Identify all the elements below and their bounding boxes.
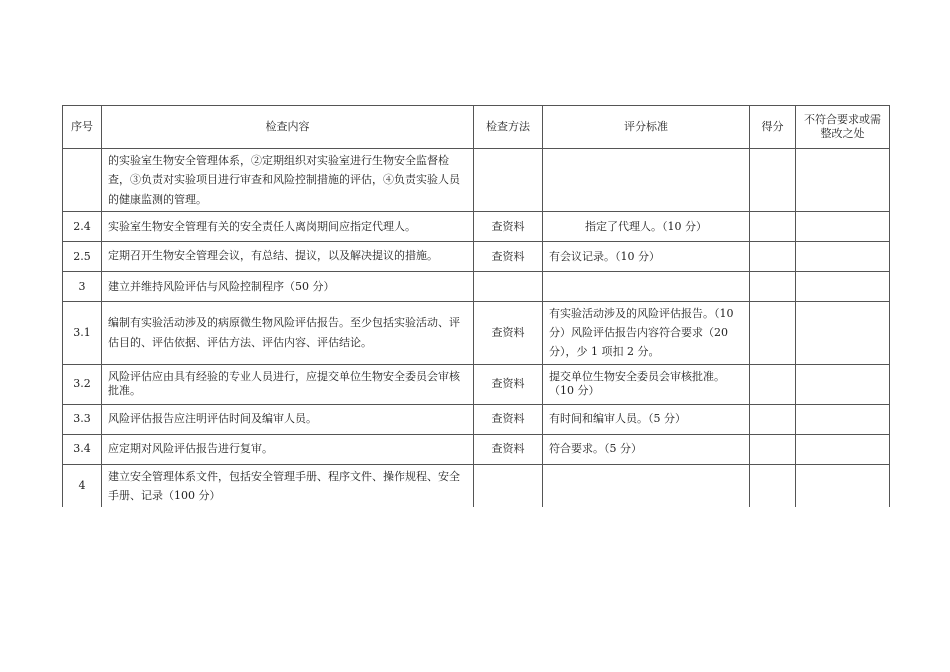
row-seq: [63, 149, 102, 212]
row-criteria: 提交单位生物安全委员会审核批准。（10 分）: [543, 364, 750, 404]
row-content: 应定期对风险评估报告进行复审。: [102, 434, 474, 464]
row-criteria: 有会议记录。（10 分）: [543, 241, 750, 271]
row-nonconform: [796, 241, 890, 271]
row-seq: 2.4: [63, 211, 102, 241]
row-score: [750, 241, 796, 271]
col-header-seq: 序号: [63, 106, 102, 149]
row-seq: 4: [63, 464, 102, 507]
row-nonconform: [796, 149, 890, 212]
row-nonconform: [796, 434, 890, 464]
row-nonconform: [796, 211, 890, 241]
row-seq: 3: [63, 271, 102, 301]
row-score: [750, 364, 796, 404]
table-row: [63, 464, 890, 507]
row-seq: 3.3: [63, 404, 102, 434]
table-row: [63, 301, 890, 364]
row-content: 的实验室生物安全管理体系，②定期组织对实验室进行生物安全监督检查，③负责对实验项目进行审查和风险控制措施的评估，④负责实验人员的健康监测的管理。: [102, 149, 474, 212]
row-content: 建立并维持风险评估与风险控制程序（50 分）: [102, 271, 474, 301]
row-nonconform: [796, 301, 890, 364]
table-row: [63, 149, 890, 212]
row-score: [750, 301, 796, 364]
row-criteria: 有实验活动涉及的风险评估报告。（10 分）风险评估报告内容符合要求（20 分），少 1 项扣 2 分。: [543, 301, 750, 364]
row-score: [750, 271, 796, 301]
row-content: 风险评估报告应注明评估时间及编审人员。: [102, 404, 474, 434]
row-score: [750, 464, 796, 507]
row-method: 查资料: [474, 364, 543, 404]
row-seq: 2.5: [63, 241, 102, 271]
row-method: 查资料: [474, 241, 543, 271]
row-criteria: 符合要求。（5 分）: [543, 434, 750, 464]
row-score: [750, 211, 796, 241]
row-score: [750, 404, 796, 434]
row-criteria: 指定了代理人。（10 分）: [543, 211, 750, 241]
table-row: [63, 211, 890, 241]
row-method: [474, 149, 543, 212]
col-header-content: 检查内容: [102, 106, 474, 149]
row-score: [750, 434, 796, 464]
row-criteria: [543, 464, 750, 507]
row-seq: 3.2: [63, 364, 102, 404]
table-row: [63, 364, 890, 404]
row-content: 建立安全管理体系文件，包括安全管理手册、程序文件、操作规程、安全手册、记录（100 分）: [102, 464, 474, 507]
row-seq: 3.1: [63, 301, 102, 364]
row-content: 风险评估应由具有经验的专业人员进行，应提交单位生物安全委员会审核批准。: [102, 364, 474, 404]
row-method: 查资料: [474, 434, 543, 464]
row-content: 定期召开生物安全管理会议，有总结、提议，以及解决提议的措施。: [102, 241, 474, 271]
row-criteria: 有时间和编审人员。（5 分）: [543, 404, 750, 434]
table-row: [63, 271, 890, 301]
table-row: [63, 404, 890, 434]
row-method: 查资料: [474, 211, 543, 241]
row-method: 查资料: [474, 301, 543, 364]
col-header-method: 检查方法: [474, 106, 543, 149]
row-nonconform: [796, 271, 890, 301]
row-criteria: [543, 149, 750, 212]
header-row: [63, 106, 890, 149]
row-nonconform: [796, 404, 890, 434]
row-criteria: [543, 271, 750, 301]
row-nonconform: [796, 464, 890, 507]
row-method: 查资料: [474, 404, 543, 434]
row-seq: 3.4: [63, 434, 102, 464]
col-header-nonconform: 不符合要求或需整改之处: [796, 106, 890, 149]
row-score: [750, 149, 796, 212]
col-header-criteria: 评分标准: [543, 106, 750, 149]
col-header-score: 得分: [750, 106, 796, 149]
row-method: [474, 271, 543, 301]
row-content: 编制有实验活动涉及的病原微生物风险评估报告。至少包括实验活动、评估目的、评估依据、评估方法、评估内容、评估结论。: [102, 301, 474, 364]
row-method: [474, 464, 543, 507]
row-nonconform: [796, 364, 890, 404]
row-content: 实验室生物安全管理有关的安全责任人离岗期间应指定代理人。: [102, 211, 474, 241]
inspection-table: [62, 105, 890, 507]
table-row: [63, 434, 890, 464]
table-row: [63, 241, 890, 271]
